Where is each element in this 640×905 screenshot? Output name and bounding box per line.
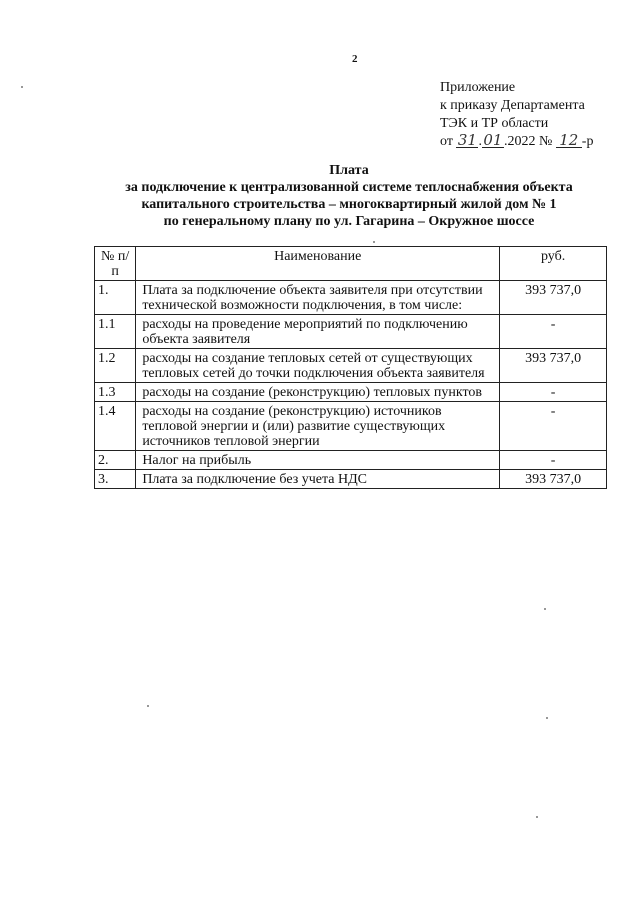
scan-speck	[21, 86, 23, 88]
table-row	[95, 402, 607, 451]
table-row	[95, 349, 607, 383]
title-line-4: по генеральному плану по ул. Гагарина – Окружное шоссе	[163, 214, 535, 229]
scan-speck	[536, 816, 538, 818]
row-name: расходы на проведение мероприятий по подключению объекта заявителя	[136, 315, 500, 349]
document-title	[92, 162, 606, 230]
appendix-date-line	[440, 133, 593, 151]
appendix-department: ТЭК и ТР области	[440, 116, 549, 131]
title-line-3: капитального строительства – многоквартирный жилой дом № 1	[141, 197, 557, 212]
date-separator: .	[478, 134, 482, 149]
appendix-title: Приложение	[440, 80, 516, 95]
row-num: 2.	[95, 451, 136, 470]
title-line-2: за подключение к централизованной системе теплоснабжения объекта	[125, 180, 573, 195]
page-number: 2	[352, 53, 358, 65]
scan-speck	[147, 705, 149, 707]
row-value: -	[500, 402, 607, 451]
date-month: 01	[483, 131, 503, 149]
date-prefix: от	[440, 134, 453, 149]
row-value: -	[500, 383, 607, 402]
appendix-block	[440, 79, 593, 151]
row-name: расходы на создание (реконструкцию) источников тепловой энергии и (или) развитие существующих источников тепловой энергии	[136, 402, 500, 451]
row-num: 1.	[95, 281, 136, 315]
row-num: 3.	[95, 470, 136, 489]
order-number: 12	[556, 133, 582, 148]
table-row	[95, 470, 607, 489]
row-value: 393 737,0	[500, 349, 607, 383]
row-name: расходы на создание тепловых сетей от существующих тепловых сетей до точки подключения объекта заявителя	[136, 349, 500, 383]
date-year: .2022 №	[503, 134, 553, 149]
header-name: Наименование	[136, 247, 500, 281]
table-row	[95, 281, 607, 315]
date-day: 31	[457, 131, 477, 149]
table-header-row	[95, 247, 607, 281]
scan-speck	[373, 241, 375, 243]
scan-speck	[544, 608, 546, 610]
appendix-order-ref: к приказу Департамента	[440, 98, 585, 113]
header-rub: руб.	[500, 247, 607, 281]
row-value: -	[500, 315, 607, 349]
scan-speck	[546, 717, 548, 719]
row-num: 1.3	[95, 383, 136, 402]
title-line-1: Плата	[329, 163, 369, 178]
row-value: 393 737,0	[500, 281, 607, 315]
order-suffix: -р	[581, 134, 594, 149]
row-num: 1.1	[95, 315, 136, 349]
row-value: 393 737,0	[500, 470, 607, 489]
table-row	[95, 315, 607, 349]
header-num: № п/п	[95, 247, 136, 281]
row-value: -	[500, 451, 607, 470]
row-num: 1.2	[95, 349, 136, 383]
row-name: расходы на создание (реконструкцию) тепловых пунктов	[136, 383, 500, 402]
row-name: Налог на прибыль	[136, 451, 500, 470]
table-row	[95, 451, 607, 470]
row-name: Плата за подключение без учета НДС	[136, 470, 500, 489]
table-row	[95, 383, 607, 402]
row-name: Плата за подключение объекта заявителя при отсутствии технической возможности подключения, в том числе:	[136, 281, 500, 315]
fee-table	[94, 246, 607, 489]
row-num: 1.4	[95, 402, 136, 451]
